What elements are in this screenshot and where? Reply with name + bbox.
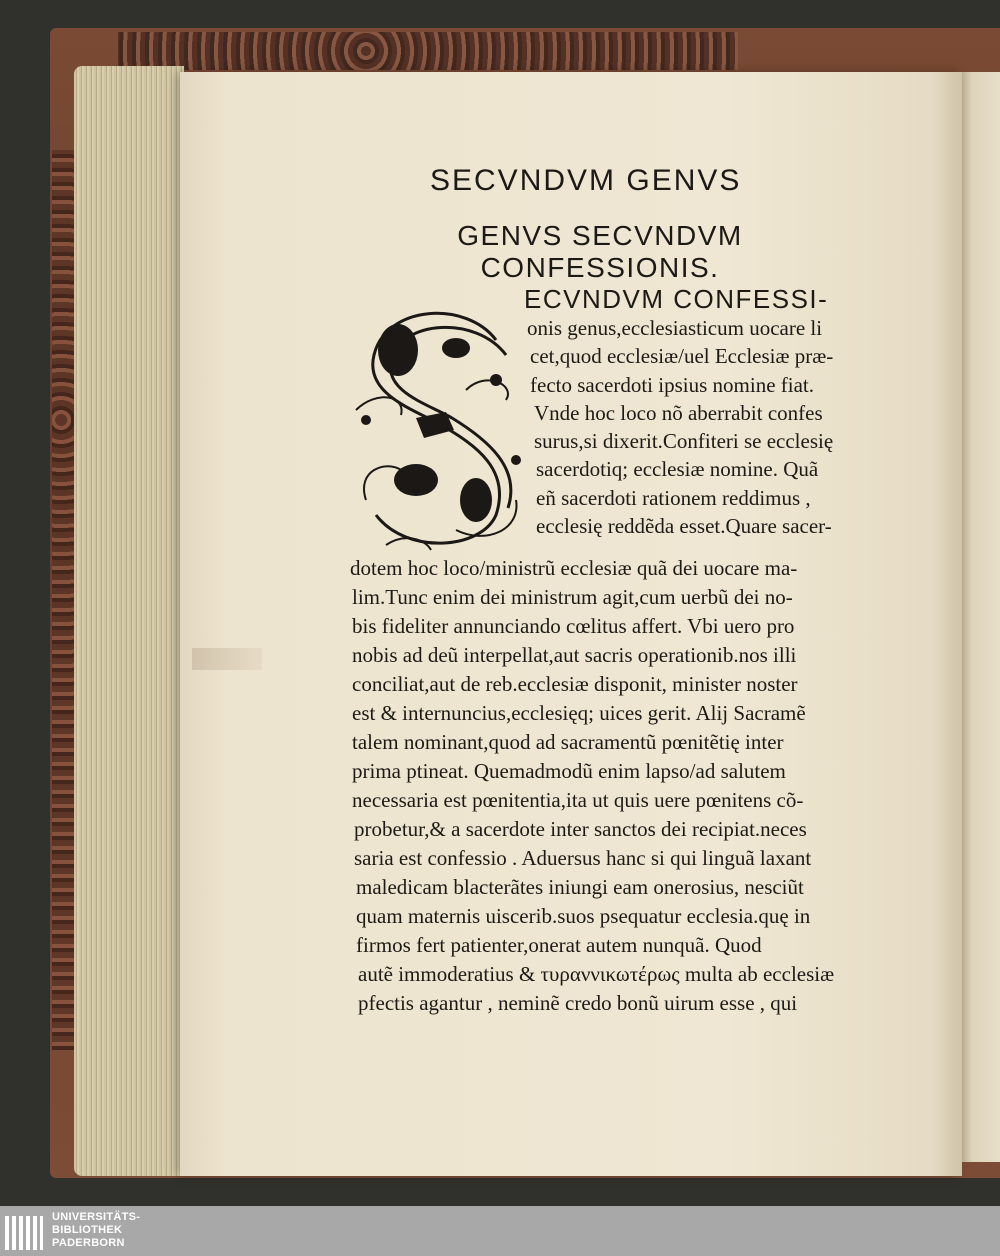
text-line-19: probetur,& a sacerdote inter sanctos dei recipiat.neces [354, 817, 807, 841]
text-line-11: lim.Tunc enim dei ministrum agit,cum uerbũ dei no- [352, 585, 793, 609]
logo-line-1: UNIVERSITÄTS- [52, 1211, 141, 1223]
text-line-6: surus,si dixerit.Confiteri se ecclesię [534, 429, 834, 453]
text-line-18: necessaria est pœnitentia,ita ut quis uere pœnitens cõ- [352, 788, 804, 812]
facing-page-edge [960, 72, 1000, 1162]
text-line-12: bis fideliter annunciando cœlitus affert. Vbi uero pro [352, 614, 795, 638]
text-line-23: firmos fert patienter,onerat autem nunquã. Quod [356, 933, 762, 957]
text-line-24: autẽ immoderatius & τυραννικωτέρως multa ab ecclesiæ [358, 962, 835, 986]
margin-stain [192, 648, 262, 670]
text-line-13: nobis ad deũ interpellat,aut sacris operationib.nos illi [352, 643, 797, 667]
text-line-9: ecclesię reddẽda esset.Quare sacer- [536, 514, 832, 538]
chapter-title-line-1: GENVS SECVNDVM [457, 220, 743, 251]
logo-line-2: BIBLIOTHEK [52, 1224, 123, 1236]
text-line-15: est & internuncius,ecclesięq; uices gerit. Alij Sacramẽ [352, 701, 806, 725]
library-logo-text [52, 1211, 140, 1250]
decorated-initial-s [346, 300, 532, 552]
chapter-title [420, 220, 780, 284]
text-line-22: quam maternis uiscerib.suos psequatur ecclesia.quę in [356, 904, 811, 928]
text-line-14: conciliat,aut de reb.ecclesiæ disponit, minister noster [352, 672, 798, 696]
logo-line-3: PADERBORN [52, 1237, 125, 1249]
text-line-16: talem nominant,quod ad sacramentũ pœnitẽtię inter [352, 730, 784, 754]
text-line-1: ECVNDVM CONFESSI- [524, 284, 829, 314]
marbled-board-top [118, 32, 738, 70]
text-line-4: fecto sacerdoti ipsius nomine fiat. [530, 373, 815, 397]
text-line-17: prima ptineat. Quemadmodũ enim lapso/ad salutem [352, 759, 786, 783]
chapter-title-line-2: CONFESSIONIS. [480, 252, 720, 283]
text-line-2: onis genus,ecclesiasticum uocare li [527, 316, 823, 340]
text-line-10: dotem hoc loco/ministrũ ecclesiæ quã dei uocare ma- [350, 556, 798, 580]
running-head: SECVNDVM GENVS [430, 164, 742, 197]
text-line-20: saria est confessio . Aduersus hanc si qui linguã laxant [354, 846, 812, 870]
library-logo-icon [4, 1212, 44, 1252]
text-line-8: eñ sacerdoti rationem reddimus , [536, 486, 811, 510]
text-line-25: pfectis agantur , neminẽ credo bonũ uirum esse , qui [358, 991, 798, 1015]
library-footer [0, 1206, 1000, 1256]
text-line-21: maledicam blacterãtes iniungi eam onerosius, nesciũt [356, 875, 804, 899]
text-line-7: sacerdotiq; ecclesiæ nomine. Quã [536, 457, 819, 481]
text-line-3: cet,quod ecclesiæ/uel Ecclesiæ præ- [530, 344, 834, 368]
text-line-5: Vnde hoc loco nõ aberrabit confes [534, 401, 823, 425]
page-edges [74, 66, 184, 1176]
